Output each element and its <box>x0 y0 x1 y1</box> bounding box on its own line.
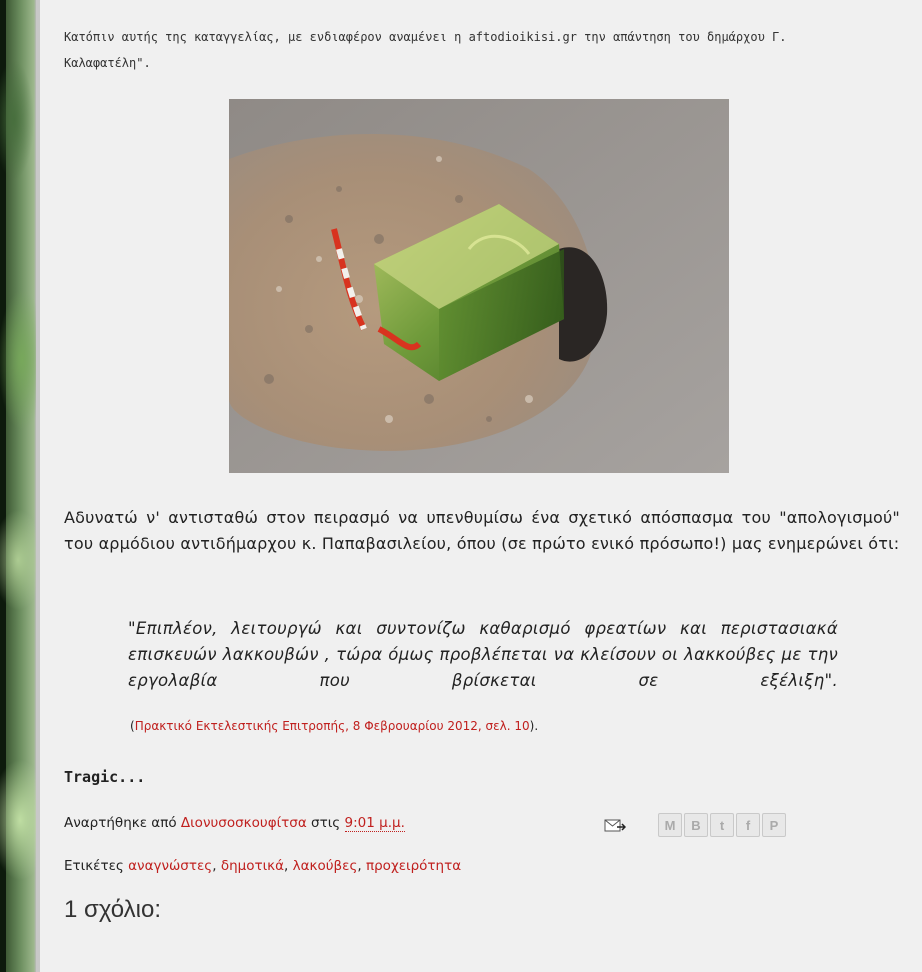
quote-source <box>130 716 538 736</box>
at-label: στις <box>311 815 341 831</box>
share-facebook-button[interactable]: f <box>736 813 760 837</box>
post-photo <box>229 99 729 473</box>
body-paragraph: Αδυνατώ ν' αντισταθώ στον πειρασμό να υπενθυμίσω ένα σχετικό απόσπασμα του "απολογισμού" του αρμόδιου αντιδήμαρχου κ. Παπαβασιλείου, όπου (σε πρώτο ενικό πρόσωπο!) μας ενημερώνει ότι: <box>64 508 900 553</box>
quote-source-close: ). <box>529 719 539 733</box>
quote-source-open: ( <box>130 719 135 733</box>
quote-source-link[interactable]: Πρακτικό Εκτελεστικής Επιτροπής, 8 Φεβρουαρίου 2012, σελ. 10 <box>134 719 530 733</box>
share-email-button[interactable]: M <box>658 813 682 837</box>
comments-title: 1 σχόλιο: <box>64 896 162 923</box>
posted-by-label: Αναρτήθηκε από <box>64 815 177 831</box>
intro-paragraph: Κατόπιν αυτής της καταγγελίας, με ενδιαφέρον αναμένει η aftodioikisi.gr την απάντηση του δημάρχου Γ. Καλαφατέλη". <box>64 30 787 70</box>
label-link[interactable]: λακούβες <box>292 858 358 874</box>
share-buttons <box>658 813 786 837</box>
label-link[interactable]: αναγνώστες <box>128 858 213 874</box>
share-blogger-button[interactable]: B <box>684 813 708 837</box>
blockquote: "Επιπλέον, λειτουργώ και συντονίζω καθαρισμό φρεατίων και περιστασιακά επισκευών λακκουβών , τώρα όμως προβλέπεται να κλείσουν οι λακκούβες με την εργολαβία που βρίσκεται σε εξέλιξη". <box>128 619 838 690</box>
email-post-icon[interactable] <box>604 818 626 834</box>
label-link[interactable]: προχειρότητα <box>365 858 462 874</box>
post-labels: Ετικέτες αναγνώστες, δημοτικά, λακούβες, προχειρότητα <box>64 858 462 874</box>
tragic-text: Tragic... <box>64 768 146 786</box>
post-time-link[interactable]: 9:01 μ.μ. <box>344 815 405 831</box>
share-pinterest-button[interactable]: P <box>762 813 786 837</box>
author-link[interactable]: Διονυσοσκουφίτσα <box>180 815 307 831</box>
label-link[interactable]: δημοτικά <box>220 858 285 874</box>
left-background-strip <box>0 0 40 972</box>
post-footer <box>64 815 405 831</box>
labels-prefix: Ετικέτες <box>64 858 124 874</box>
share-twitter-button[interactable]: t <box>710 813 734 837</box>
